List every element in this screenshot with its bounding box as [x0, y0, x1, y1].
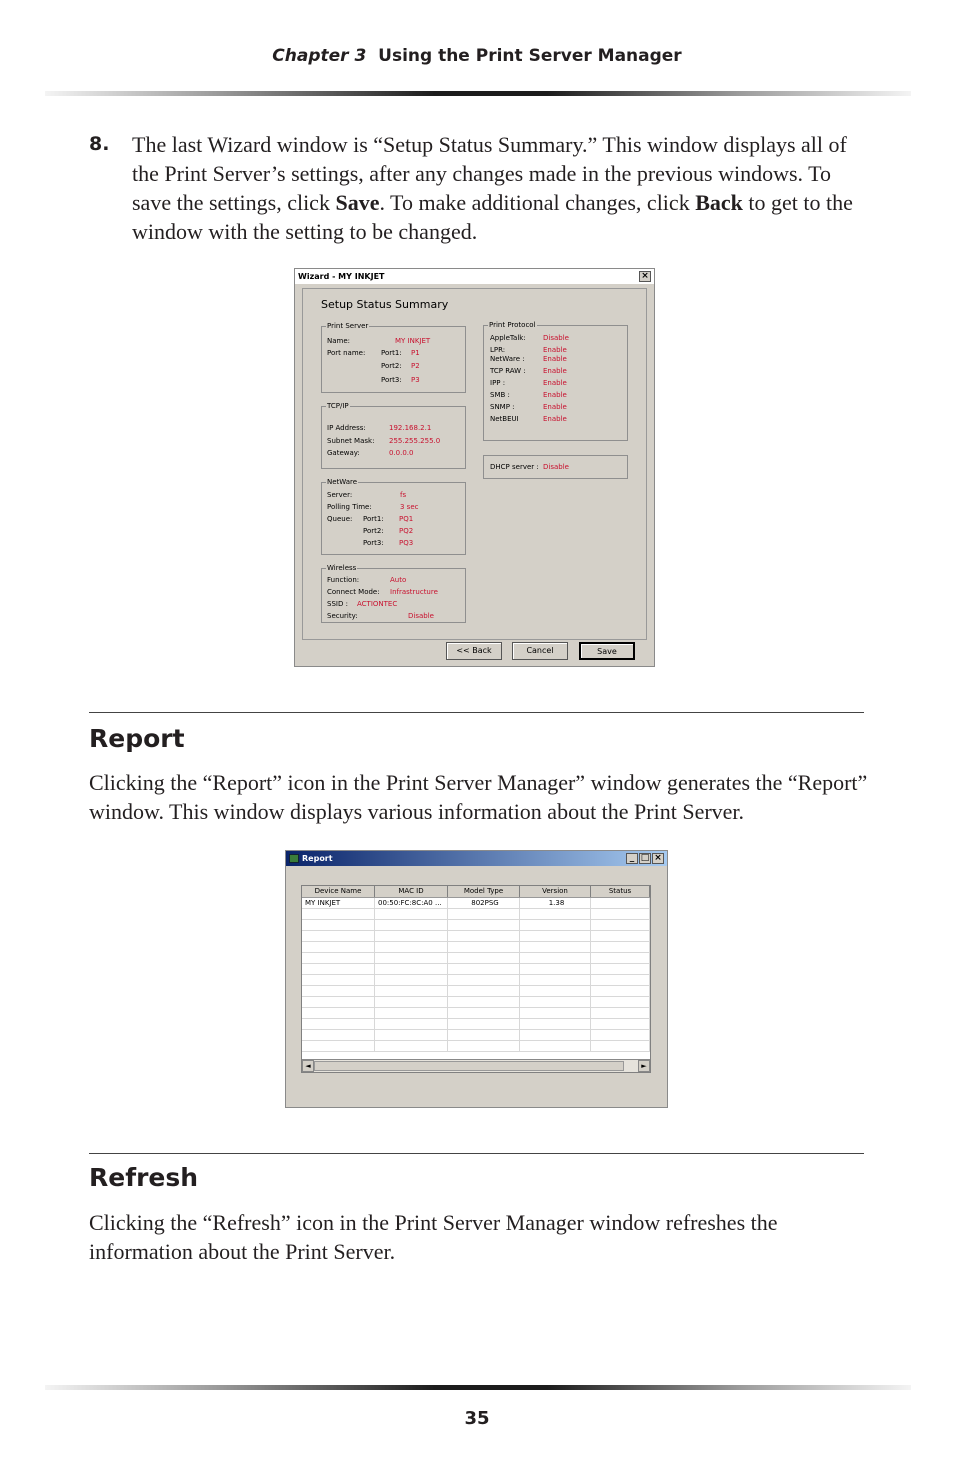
maximize-icon[interactable]: □ [640, 853, 650, 863]
table-cell [591, 898, 650, 908]
table-header [302, 886, 650, 898]
table-row[interactable] [302, 1030, 650, 1041]
table-row[interactable] [302, 997, 650, 1008]
protocol-value: Enable [543, 367, 567, 375]
protocol-value: Enable [543, 379, 567, 387]
scrollbar-thumb[interactable] [314, 1061, 624, 1071]
field-value: 192.168.2.1 [389, 424, 432, 432]
field-label: Server: [327, 491, 353, 499]
protocol-value: Enable [543, 403, 567, 411]
step-8 [89, 130, 869, 246]
protocol-value: Enable [543, 346, 567, 354]
report-title: Report [302, 854, 333, 863]
dhcp-value: Disable [543, 463, 569, 471]
field-label: Connect Mode: [327, 588, 380, 596]
table-cell: 802PSG [448, 898, 520, 908]
back-keyword: Back [695, 190, 743, 215]
table-row[interactable] [302, 986, 650, 997]
field-value: 3 sec [400, 503, 419, 511]
field-label: Function: [327, 576, 360, 584]
wizard-titlebar [295, 269, 654, 284]
protocol-label: NetWare : [490, 355, 525, 363]
table-row[interactable] [302, 964, 650, 975]
refresh-paragraph: Clicking the “Refresh” icon in the Print Server Manager window refreshes the information about the Print Server. [89, 1210, 778, 1264]
field-value: 0.0.0.0 [389, 449, 414, 457]
field-value: fs [400, 491, 407, 499]
table-row[interactable] [302, 931, 650, 942]
save-button[interactable]: Save [579, 642, 635, 660]
field-value: Auto [390, 576, 407, 584]
cancel-button[interactable]: Cancel [512, 642, 568, 660]
step-text [132, 130, 869, 246]
wizard-window [294, 268, 655, 667]
step-text-part: to get to the window with the setting to be changed. [132, 190, 853, 244]
field-value: P3 [411, 376, 420, 384]
scroll-right-icon[interactable]: ► [638, 1060, 650, 1072]
field-label: Port3: [363, 539, 384, 547]
chapter-title: Using the Print Server Manager [378, 46, 682, 66]
group-legend: Wireless [327, 564, 357, 572]
field-label: Port name: [327, 349, 366, 357]
footer-rule [45, 1385, 911, 1390]
field-label: Port2: [381, 362, 402, 370]
table-cell: 00:50:FC:8C:A0 ... [375, 898, 448, 908]
field-value: P1 [411, 349, 420, 357]
app-icon [289, 854, 299, 863]
group-legend: Print Protocol [489, 321, 536, 329]
field-value: MY INKJET [395, 337, 431, 345]
refresh-heading: Refresh [89, 1163, 199, 1192]
wizard-heading: Setup Status Summary [321, 298, 449, 311]
field-label: Port2: [363, 527, 384, 535]
minimize-icon[interactable]: _ [626, 853, 638, 864]
table-row[interactable] [302, 1041, 650, 1052]
field-label: Port1: [381, 349, 402, 357]
field-value: 255.255.255.0 [389, 437, 441, 445]
protocol-value: Enable [543, 355, 567, 363]
netware-group [321, 478, 466, 555]
horizontal-scrollbar[interactable] [302, 1059, 650, 1072]
step-text-part: . To make additional changes, click [379, 190, 696, 215]
field-label: Polling Time: [327, 503, 372, 511]
column-header[interactable]: Version [520, 886, 591, 897]
wireless-group [321, 564, 466, 623]
report-table [301, 885, 651, 1073]
field-label: Gateway: [327, 449, 360, 457]
section-rule [89, 1153, 864, 1154]
wizard-title: Wizard - MY INKJET [298, 272, 385, 281]
field-label: Port1: [363, 515, 384, 523]
field-value: Disable [408, 612, 434, 620]
protocol-label: NetBEUI [490, 415, 519, 423]
page-number: 35 [464, 1408, 490, 1429]
close-icon[interactable]: × [652, 853, 664, 864]
dhcp-box [483, 455, 628, 479]
print-server-group [321, 322, 466, 393]
report-heading: Report [89, 724, 185, 753]
protocol-label: TCP RAW : [490, 367, 526, 375]
column-header[interactable]: Model Type [448, 886, 520, 897]
protocol-label: SMB : [490, 391, 510, 399]
save-keyword: Save [335, 190, 380, 215]
chapter-label: Chapter 3 [272, 46, 367, 66]
close-icon[interactable]: × [639, 271, 651, 282]
table-row[interactable] [302, 920, 650, 931]
report-titlebar [286, 851, 667, 866]
dhcp-label: DHCP server : [490, 463, 539, 471]
field-value: PQ1 [399, 515, 414, 523]
print-protocol-group [483, 321, 628, 441]
field-label: Name: [327, 337, 351, 345]
header-rule [45, 91, 911, 96]
running-header [0, 46, 954, 66]
field-value: PQ2 [399, 527, 414, 535]
protocol-label: AppleTalk: [490, 334, 526, 342]
table-row[interactable] [302, 975, 650, 986]
field-value: PQ3 [399, 539, 414, 547]
field-label: SSID : [327, 600, 348, 608]
table-row[interactable] [302, 909, 650, 920]
back-button[interactable]: << Back [446, 642, 502, 660]
table-row[interactable] [302, 942, 650, 953]
report-paragraph: Clicking the “Report” icon in the Print Server Manager” window generates the “Report” window. This window displays various information about the Print Server. [89, 770, 868, 824]
column-header[interactable]: Device Name [302, 886, 375, 897]
protocol-value: Enable [543, 415, 567, 423]
protocol-label: LPR: [490, 346, 506, 354]
field-label: Subnet Mask: [327, 437, 375, 445]
protocol-value: Disable [543, 334, 569, 342]
step-number: 8. [89, 133, 110, 155]
field-value: ACTIONTEC [357, 600, 398, 608]
group-legend: TCP/IP [327, 402, 349, 410]
section-rule [89, 712, 864, 713]
group-legend: Print Server [327, 322, 369, 330]
protocol-label: IPP : [490, 379, 506, 387]
scroll-left-icon[interactable]: ◄ [302, 1060, 314, 1072]
tcpip-group [321, 402, 466, 469]
table-cell: 1.38 [520, 898, 591, 908]
protocol-value: Enable [543, 391, 567, 399]
column-header[interactable]: Status [591, 886, 650, 897]
wizard-body [302, 288, 647, 640]
field-value: Infrastructure [390, 588, 438, 596]
field-value: P2 [411, 362, 420, 370]
table-row[interactable] [302, 953, 650, 964]
field-label: Queue: [327, 515, 353, 523]
report-window [285, 850, 668, 1108]
table-row[interactable] [302, 898, 650, 909]
field-label: Security: [327, 612, 358, 620]
table-row[interactable] [302, 1008, 650, 1019]
column-header[interactable]: MAC ID [375, 886, 448, 897]
protocol-label: SNMP : [490, 403, 515, 411]
group-legend: NetWare [327, 478, 358, 486]
table-row[interactable] [302, 1019, 650, 1030]
field-label: Port3: [381, 376, 402, 384]
step-text-part: The last Wizard window is “Setup Status Summary.” This window displays all of the Print Server’s settings, after any changes made in the previous windows. To save the settings, click [132, 132, 847, 215]
field-label: IP Address: [327, 424, 366, 432]
table-cell: MY INKJET [302, 898, 375, 908]
